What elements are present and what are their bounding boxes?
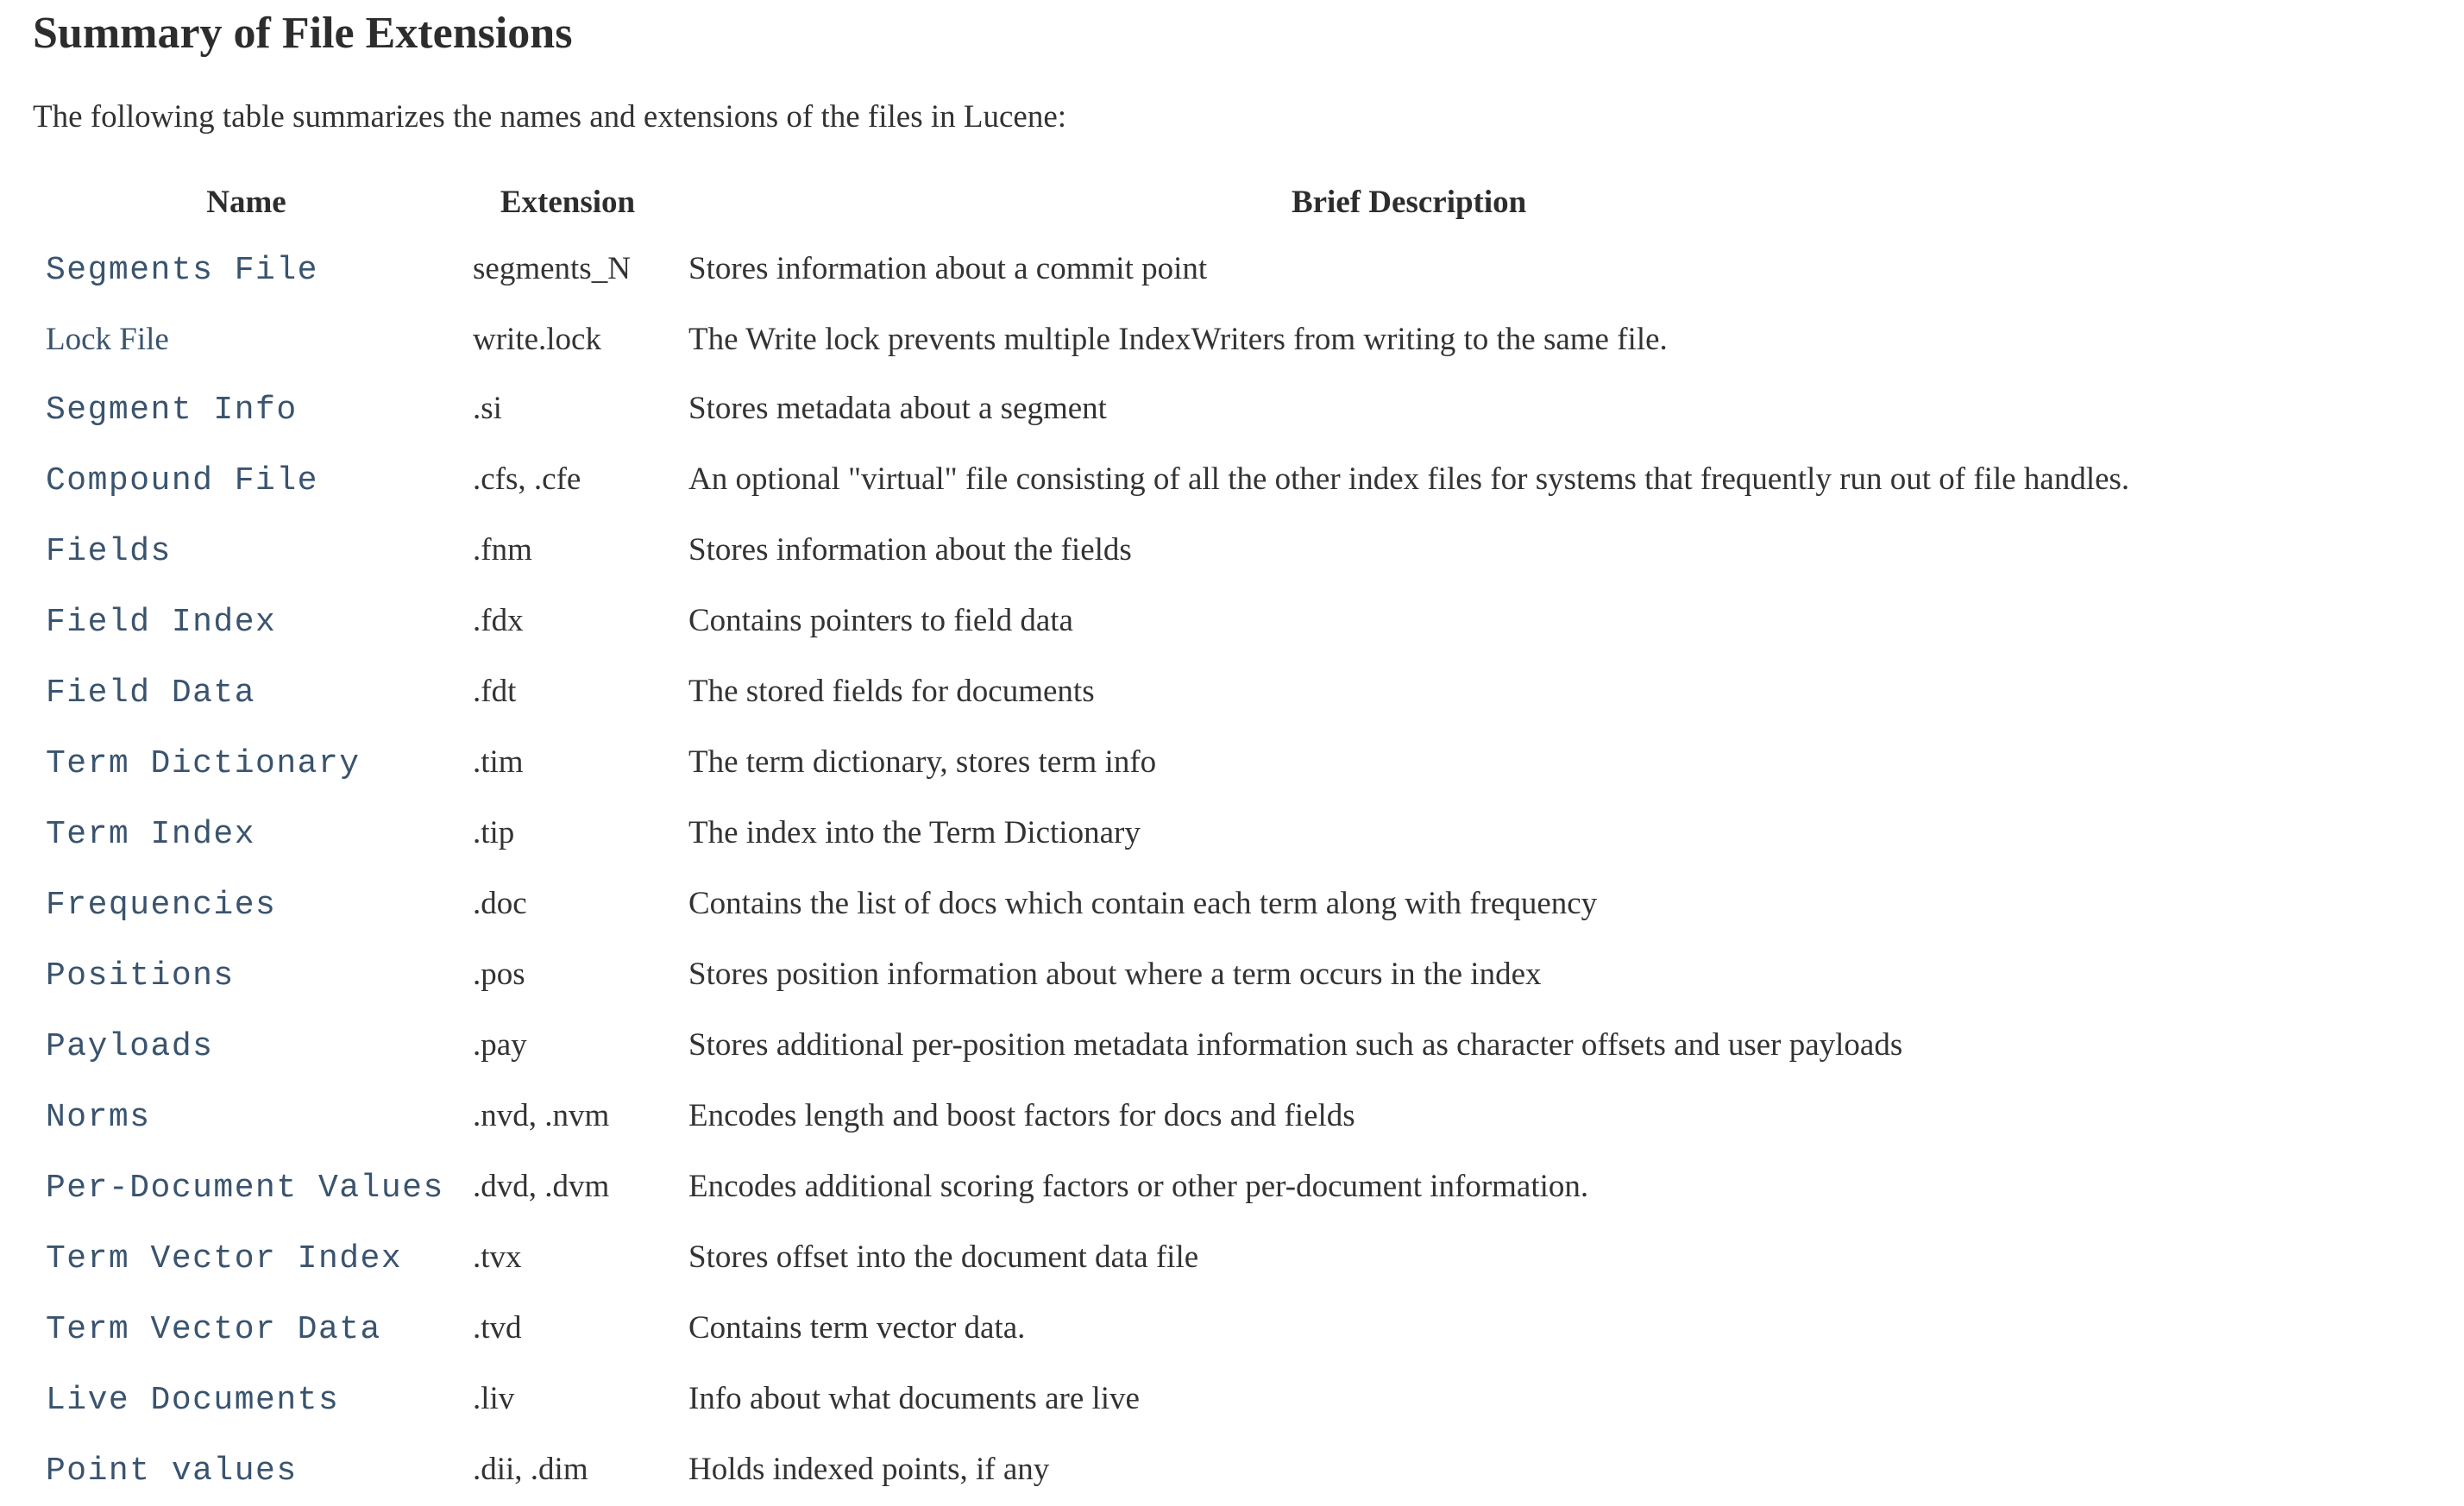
extension-cell: .dii, .dim [473,1452,588,1487]
table-row [33,1294,2142,1365]
table-header-row [33,171,2142,235]
file-name-link[interactable]: Fields [46,533,172,570]
column-header-brief-description: Brief Description [1291,185,1527,220]
table-row [33,445,2142,516]
extension-cell: .nvd, .nvm [473,1098,610,1133]
description-cell: Info about what documents are live [688,1381,1140,1416]
table-body [33,235,2142,1506]
table-row [33,1011,2142,1082]
table-row [33,235,2142,305]
extension-cell: .liv [473,1381,515,1416]
extension-cell: .cfs, .cfe [473,461,581,497]
table-row [33,1435,2142,1506]
description-cell: The term dictionary, stores term info [688,744,1157,780]
file-name-link[interactable]: Term Index [46,816,256,853]
description-cell: Stores information about a commit point [688,251,1208,286]
description-cell: Holds indexed points, if any [688,1452,1050,1487]
extension-cell: .fnm [473,532,532,568]
file-name-cell [33,869,460,940]
extension-cell: .tvx [473,1239,522,1275]
table-row [33,587,2142,657]
file-name-link[interactable]: Payloads [46,1028,214,1065]
description-cell: Stores additional per-position metadata information such as character offsets and user payloads [688,1027,1903,1063]
file-name-link[interactable]: Norms [46,1099,151,1136]
file-name-cell [33,728,460,799]
extension-cell: .pay [473,1027,527,1063]
table-row [33,1223,2142,1294]
file-name-cell [33,1011,460,1082]
extension-cell: .fdx [473,603,524,638]
table-row [33,305,2142,374]
file-name-cell [33,587,460,657]
description-cell: Stores information about the fields [688,532,1132,568]
extension-cell: write.lock [473,322,601,357]
extension-cell: .dvd, .dvm [473,1169,610,1204]
extension-cell: segments_N [473,251,631,286]
file-name-cell [33,799,460,869]
table-row [33,516,2142,587]
file-name-link[interactable]: Field Data [46,675,256,712]
description-cell: Contains the list of docs which contain each term along with frequency [688,886,1598,921]
table-row [33,869,2142,940]
file-name-link[interactable]: Term Vector Data [46,1311,381,1348]
description-cell: Stores offset into the document data file [688,1239,1199,1275]
file-name-link[interactable]: Segments File [46,252,318,289]
file-name-cell [33,1435,460,1506]
file-name-cell [33,374,460,445]
table-row [33,657,2142,728]
extension-cell: .doc [473,886,527,921]
file-name-link[interactable]: Positions [46,957,235,995]
file-name-link[interactable]: Live Documents [46,1382,340,1419]
table-row [33,799,2142,869]
table-row [33,1365,2142,1435]
table-row [33,374,2142,445]
file-name-cell [33,1152,460,1223]
file-name-cell [33,516,460,587]
file-extensions-table [33,171,2142,1506]
file-name-cell [33,1294,460,1365]
file-name-cell [33,305,460,374]
column-header-extension: Extension [500,185,636,220]
extension-cell: .si [473,391,502,426]
description-cell: The stored fields for documents [688,674,1095,709]
extension-cell: .tim [473,744,524,780]
file-name-cell [33,940,460,1011]
description-cell: Stores position information about where a term occurs in the index [688,957,1542,992]
intro-text: The following table summarizes the names and extensions of the files in Lucene: [33,99,1067,135]
description-cell: An optional "virtual" file consisting of all the other index files for systems that frequently run out of file handles. [688,461,2130,497]
file-name-link[interactable]: Point values [46,1453,298,1490]
column-header-name: Name [206,185,286,220]
table-row [33,940,2142,1011]
file-name-cell [33,1223,460,1294]
table-row [33,1152,2142,1223]
page-title: Summary of File Extensions [33,9,573,58]
file-name-cell [33,1082,460,1152]
table-row [33,728,2142,799]
file-name-link[interactable]: Field Index [46,604,277,641]
extension-cell: .fdt [473,674,517,709]
description-cell: Contains term vector data. [688,1310,1026,1346]
file-name-link[interactable]: Term Vector Index [46,1240,403,1277]
file-name-cell [33,445,460,516]
extension-cell: .tip [473,815,515,850]
file-name-link[interactable]: Per-Document Values [46,1170,444,1207]
file-name-link[interactable]: Segment Info [46,392,298,429]
file-name-link[interactable]: Frequencies [46,887,277,924]
file-name-cell [33,235,460,305]
description-cell: The index into the Term Dictionary [688,815,1141,850]
description-cell: Encodes additional scoring factors or other per-document information. [688,1169,1589,1204]
description-cell: Encodes length and boost factors for docs and fields [688,1098,1355,1133]
file-name-cell [33,1365,460,1435]
extension-cell: .tvd [473,1310,522,1346]
description-cell: Stores metadata about a segment [688,391,1107,426]
description-cell: Contains pointers to field data [688,603,1073,638]
file-name-cell [33,657,460,728]
description-cell: The Write lock prevents multiple IndexWriters from writing to the same file. [688,322,1668,357]
file-name-link[interactable]: Compound File [46,462,318,499]
file-name-link[interactable]: Term Dictionary [46,745,361,782]
table-row [33,1082,2142,1152]
file-name-link[interactable]: Lock File [46,322,169,357]
extension-cell: .pos [473,957,525,992]
